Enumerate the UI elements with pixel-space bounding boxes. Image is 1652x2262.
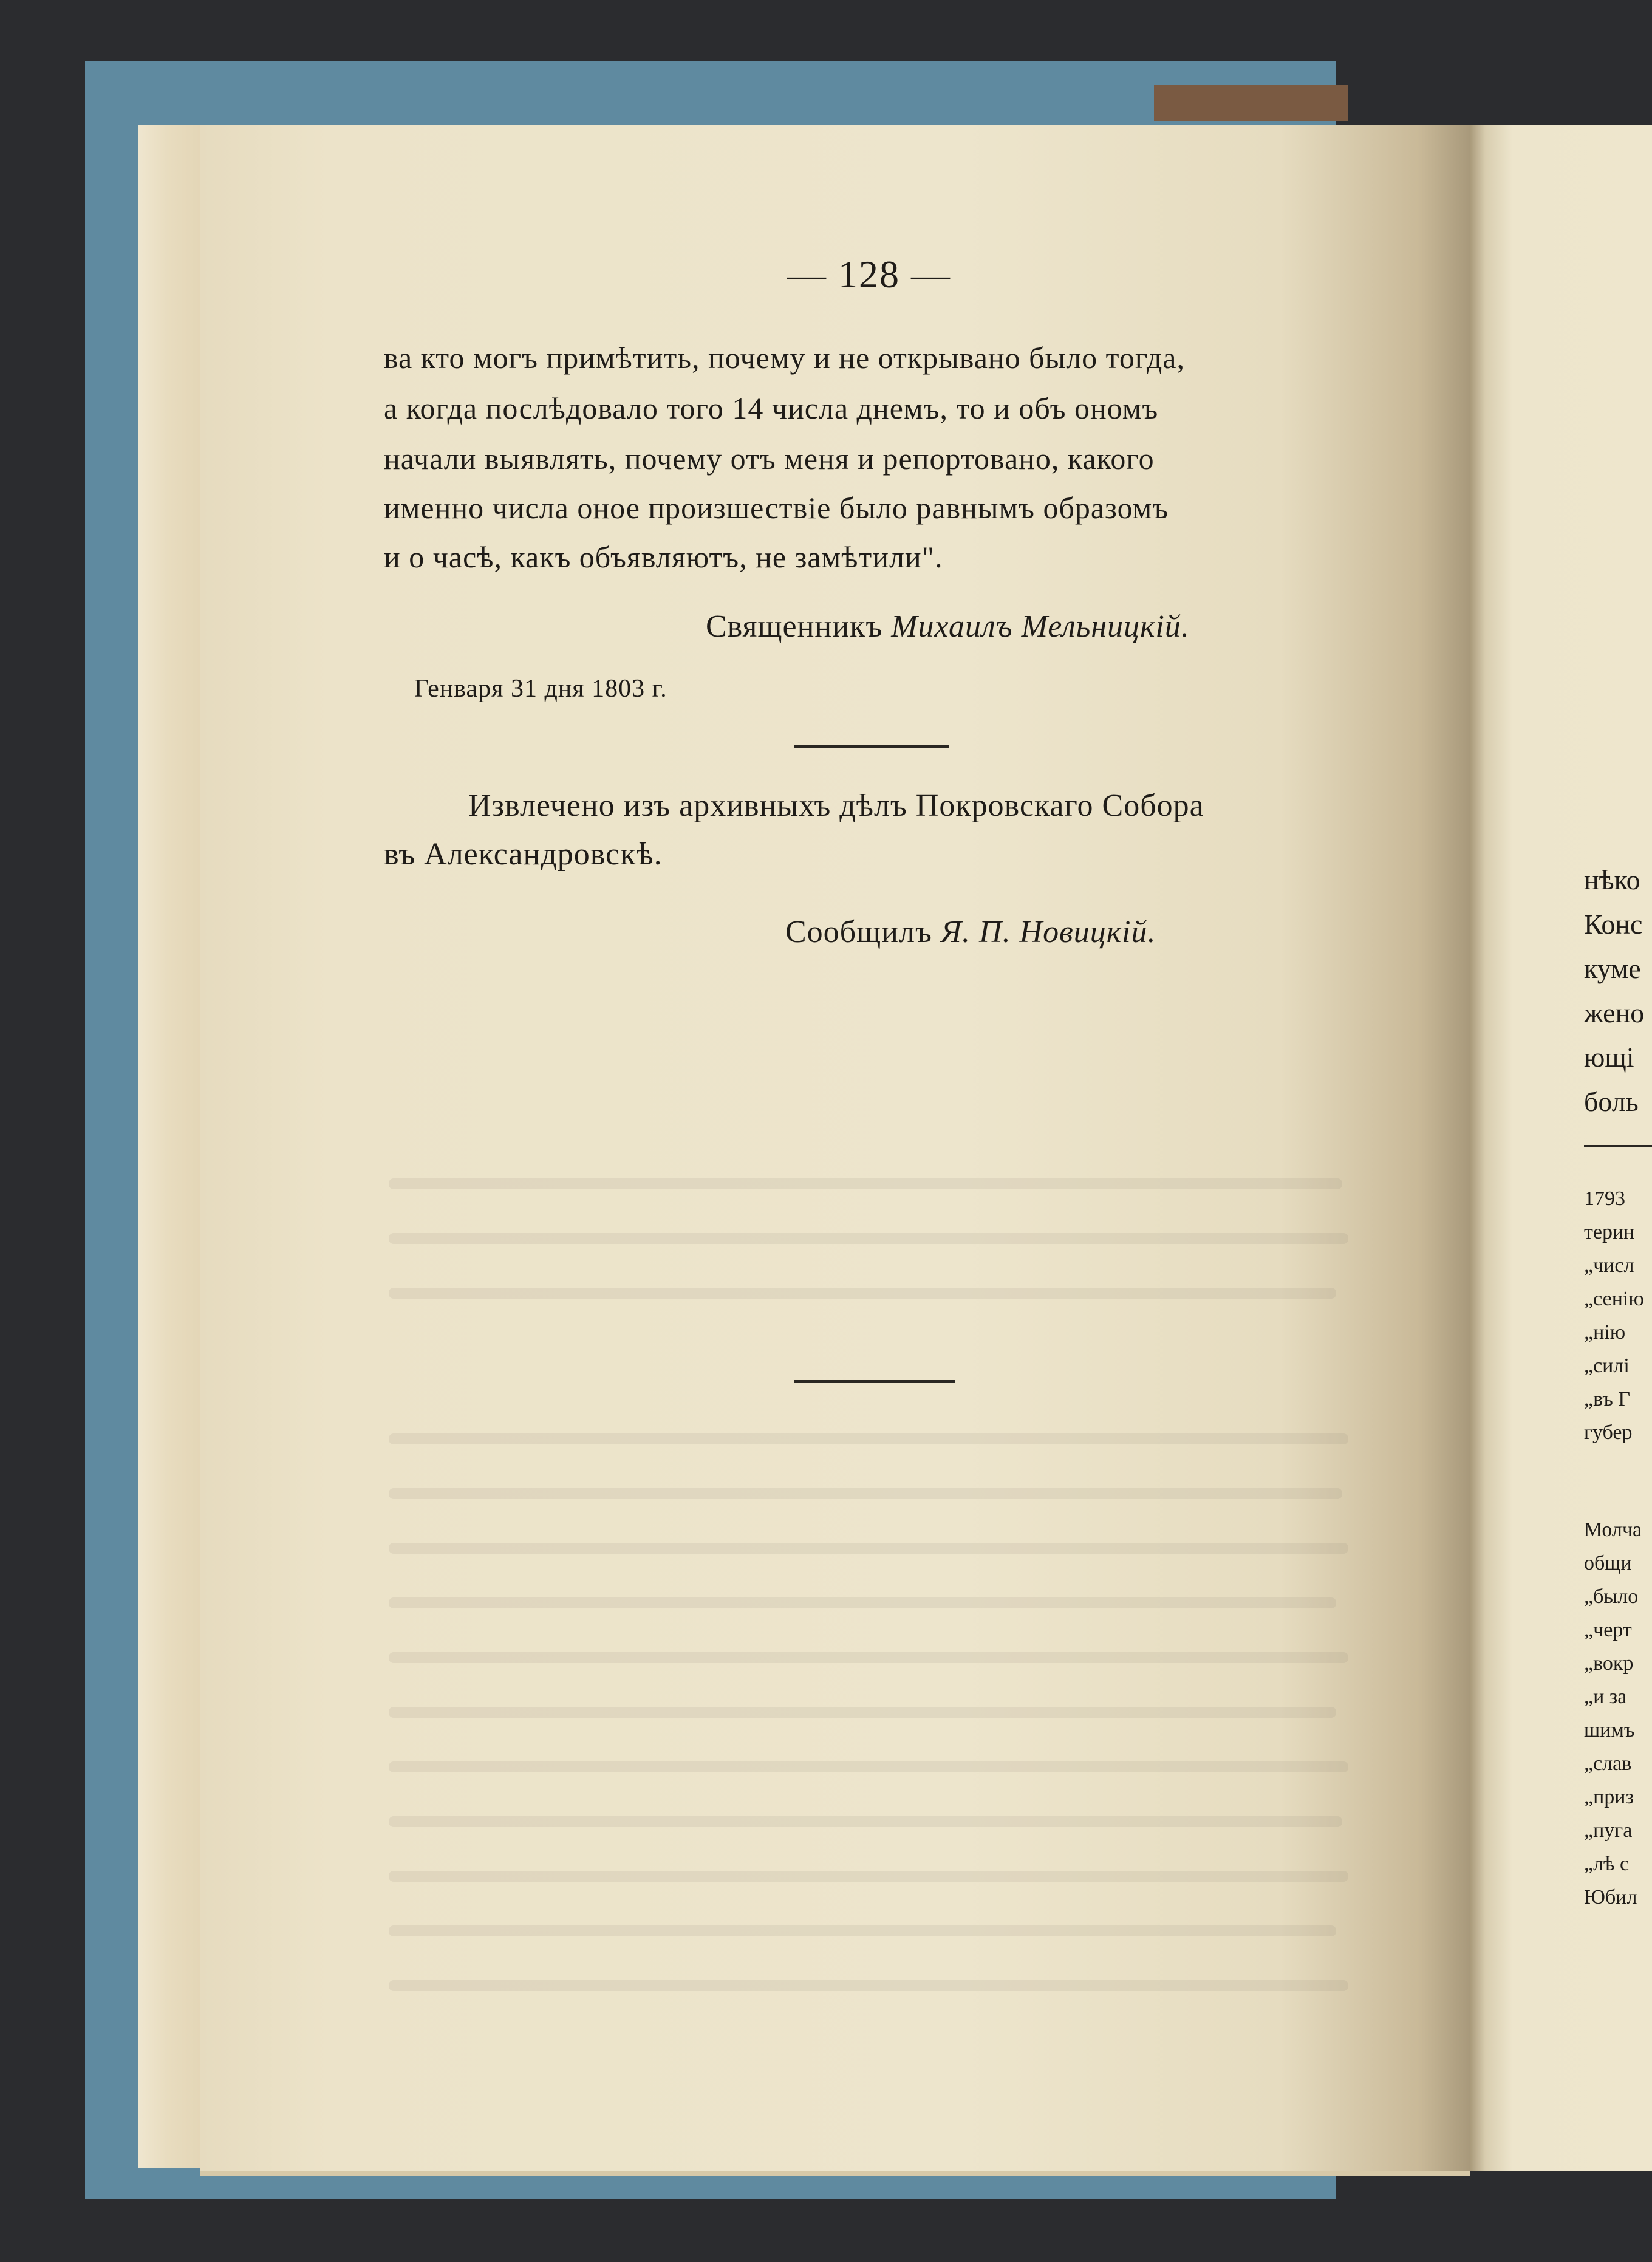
right-page-footnote-line: Молча [1584,1519,1642,1541]
signature-priest [706,609,1190,644]
right-page-footnote-line: 1793 [1584,1187,1625,1210]
right-page-line: жено [1584,997,1645,1028]
bleed-through-line [389,1433,1348,1444]
right-page-footnote-line: „и за [1584,1686,1627,1708]
right-page-footnote-line: терин [1584,1221,1635,1243]
signature-priest-title: Священникъ [706,609,892,644]
right-page-footnote-line: „приз [1584,1786,1634,1808]
right-page-line: нѣко [1584,864,1640,895]
end-divider [794,1380,955,1383]
bleed-through-line [389,1543,1348,1554]
bleed-through-line [389,1233,1348,1244]
date-line: Генваря 31 дня 1803 г. [414,675,667,703]
right-page-footnote-line: „было [1584,1585,1639,1608]
right-page-footnote-rule [1584,1145,1652,1147]
source-line-1: Извлечено изъ архивныхъ дѣлъ Покровскаго Собора [468,788,1204,823]
bleed-through-line [389,1816,1342,1827]
bleed-through-line [389,1178,1342,1189]
right-page-footnote-line: Юбил [1584,1886,1637,1908]
right-page-footnote-line: „слав [1584,1752,1632,1775]
bleed-through-line [389,1488,1342,1499]
right-page-line: Конс [1584,909,1643,940]
right-page-footnote-line: общи [1584,1552,1632,1574]
body-line-1: ва кто могъ примѣтить, почему и не открывано было тогда, [384,341,1185,375]
right-page-footnote-line: „вокр [1584,1652,1634,1675]
right-page-line: ющі [1584,1042,1634,1073]
body-line-2: а когда послѣдовало того 14 числа днемъ, то и объ ономъ [384,391,1159,425]
right-page-footnote-line: шимъ [1584,1719,1635,1741]
bleed-through-line [389,1871,1348,1882]
signature-contributor [785,914,1156,950]
signature-priest-name: Михаилъ Мельницкій. [891,609,1190,644]
bleed-through-line [389,1761,1348,1772]
signature-contributor-title: Сообщилъ [785,915,941,949]
right-page-footnote-line: губер [1584,1421,1633,1444]
right-page-footnote-line: „лѣ с [1584,1853,1630,1875]
signature-contributor-name: Я. П. Новицкій. [940,915,1156,949]
bleed-through-line [389,1980,1348,1991]
bleed-through-line [389,1288,1336,1299]
left-page [200,125,1470,2176]
right-page-footnote-line: „пуга [1584,1819,1633,1842]
bleed-through-line [389,1707,1336,1718]
right-page-footnote-line: „сенію [1584,1288,1644,1310]
right-page-footnote-line: „силі [1584,1355,1630,1377]
right-page-footnote-line: „черт [1584,1619,1632,1641]
right-page-line: боль [1584,1086,1639,1117]
body-line-5: и о часѣ, какъ объявляютъ, не замѣтили". [384,540,943,574]
section-divider [794,745,949,748]
page-number: — 128 — [787,253,951,296]
cover-spine-edge [1154,85,1348,121]
bleed-through-line [389,1925,1336,1936]
source-line-2: въ Александровскѣ. [384,837,663,872]
right-page-line: куме [1584,953,1641,984]
body-line-4: именно числа оное произшествіе было равнымъ образомъ [384,491,1169,525]
bleed-through-line [389,1652,1348,1663]
bleed-through-line [389,1597,1336,1608]
right-page-footnote-line: „въ Г [1584,1388,1631,1410]
right-page-footnote-line: „числ [1584,1254,1634,1277]
body-line-3: начали выявлять, почему отъ меня и репортовано, какого [384,442,1155,476]
right-page-footnote-line: „нію [1584,1321,1626,1344]
